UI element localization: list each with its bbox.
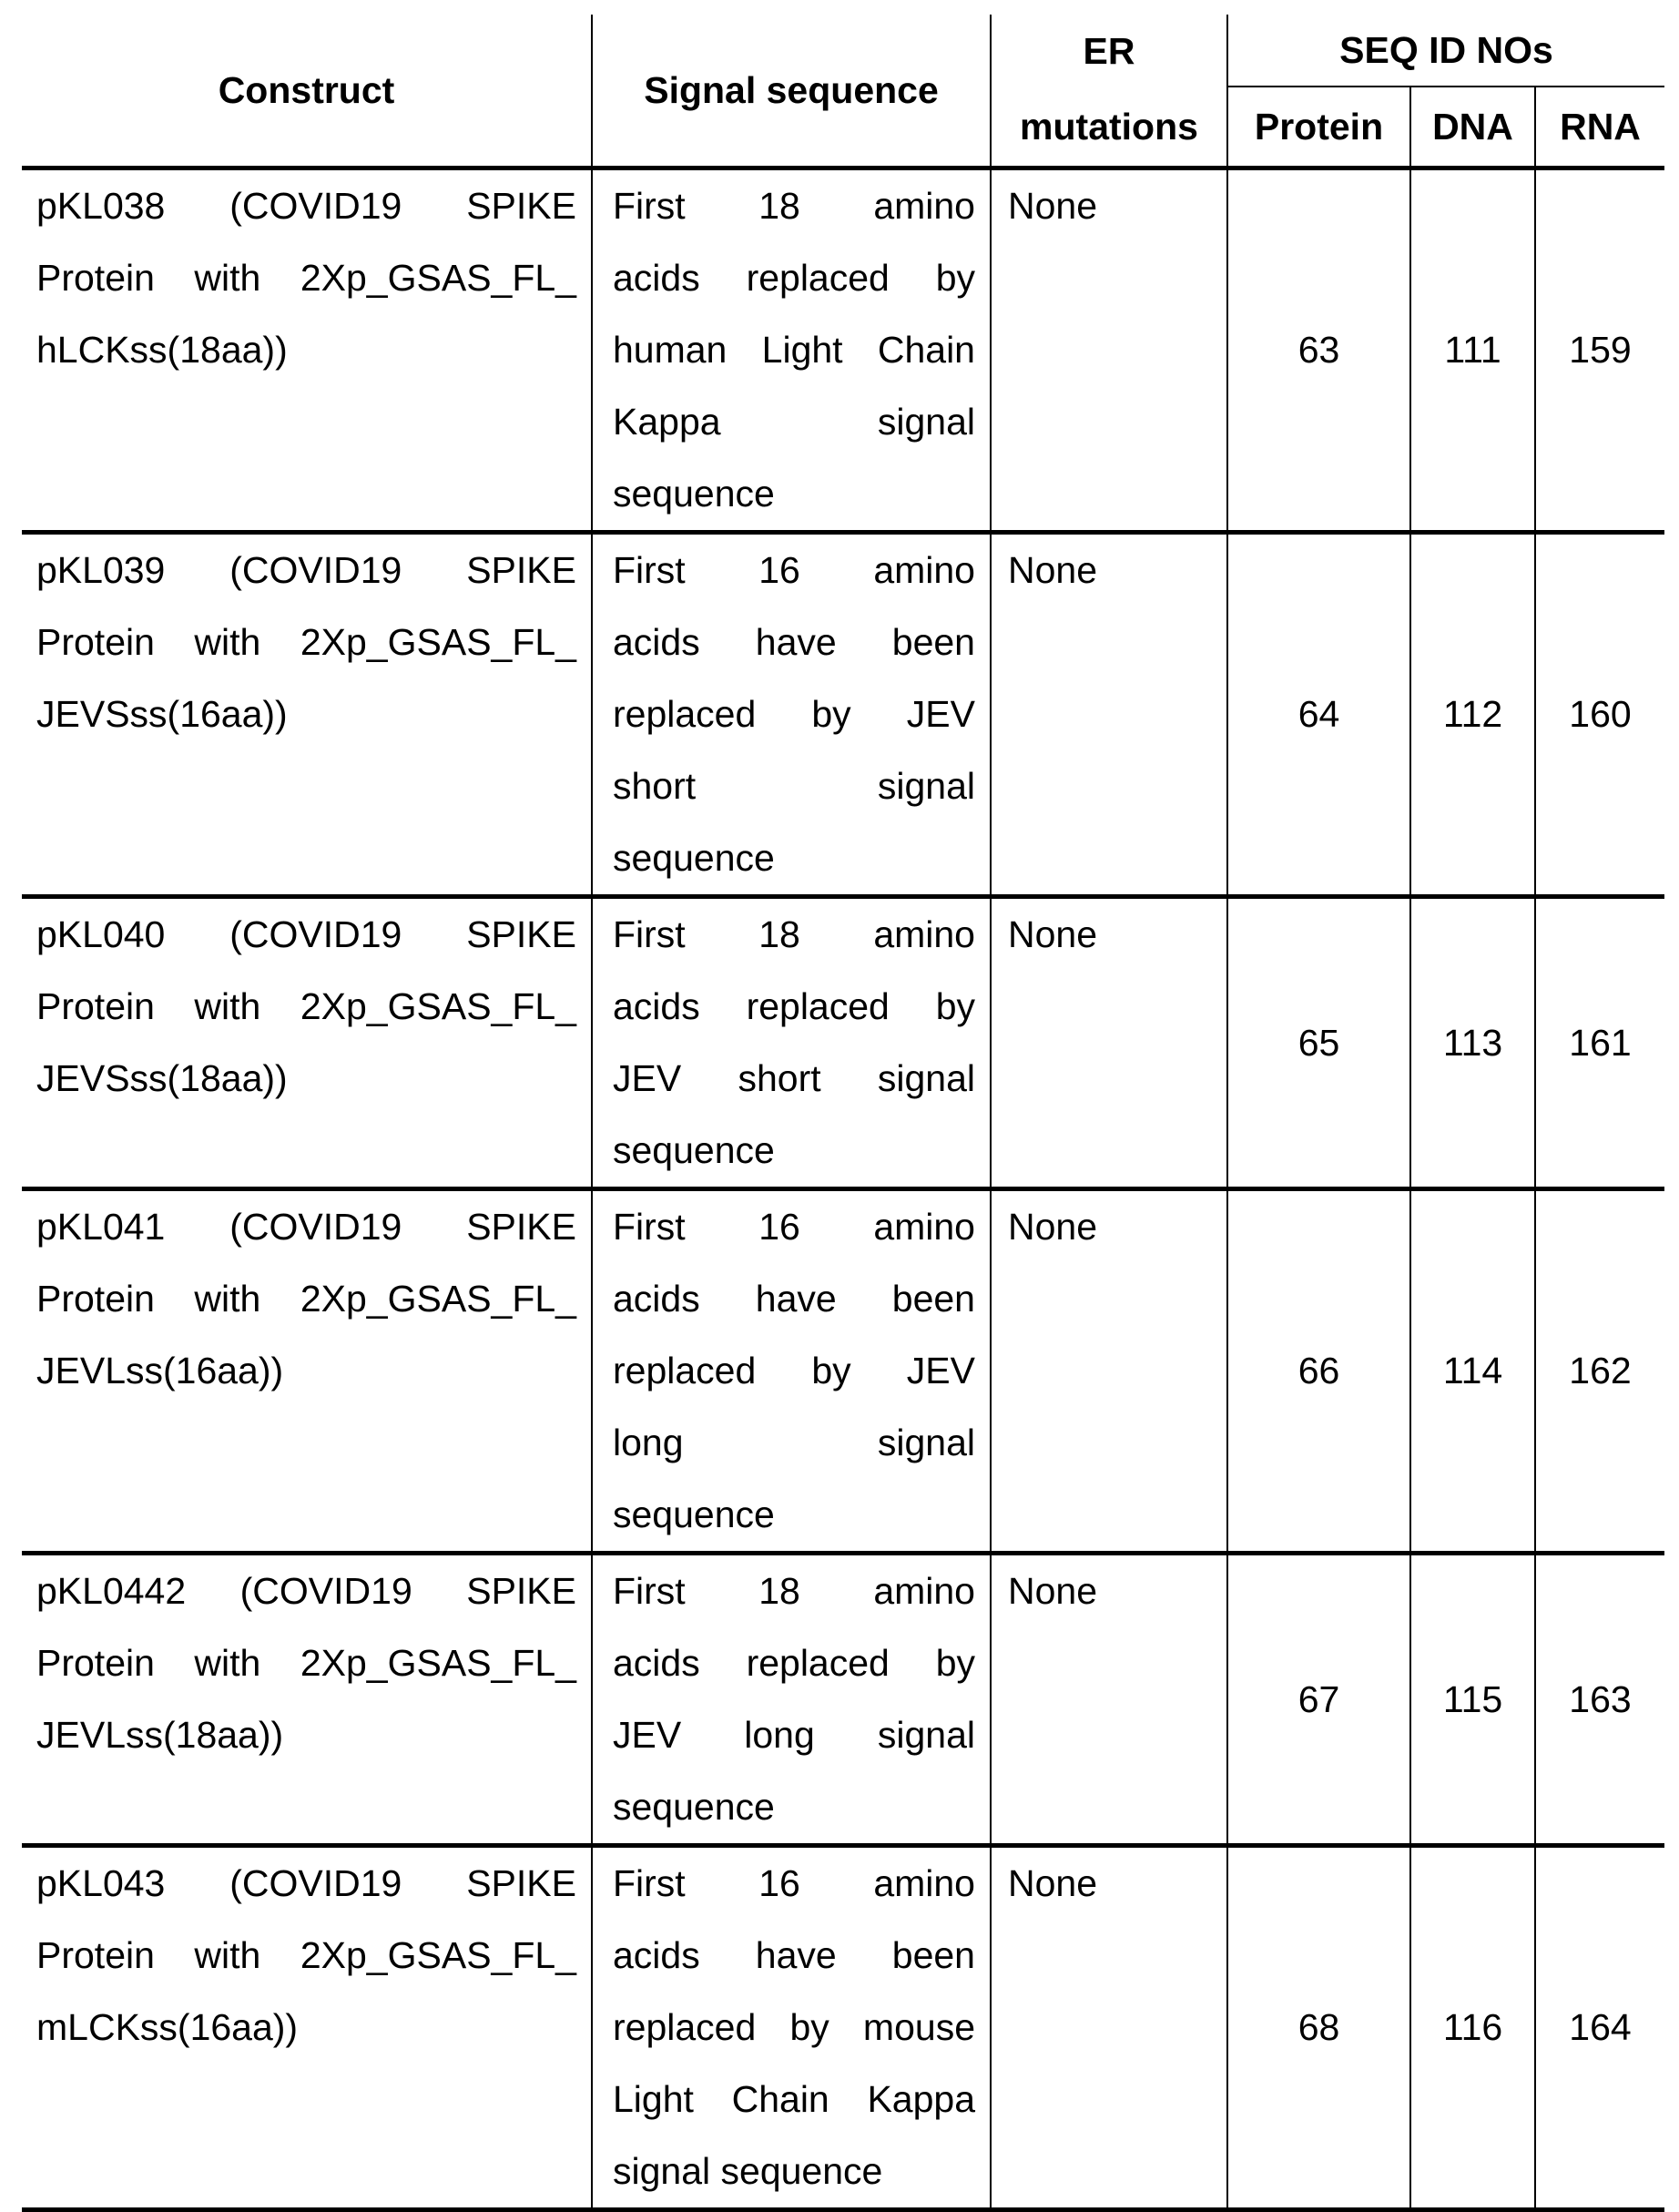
construct-line: JEVLss(18aa)) (36, 1714, 284, 1756)
signal-sequence-line: replaced by mouse (613, 2006, 975, 2048)
rna-seq-id-cell: 162 (1535, 1189, 1664, 1554)
signal-sequence-line: acids replaced by (613, 257, 975, 299)
signal-sequence-line: human Light Chain (613, 329, 975, 371)
signal-sequence-cell (592, 1846, 991, 2210)
construct-line: pKL039 (COVID19 SPIKE (36, 549, 576, 591)
header-construct: Construct (22, 15, 592, 168)
signal-sequence-line: First 18 amino (613, 185, 975, 227)
signal-sequence-line: First 16 amino (613, 1206, 975, 1248)
signal-sequence-line: JEV long signal (613, 1714, 975, 1756)
signal-sequence-line: short signal (613, 765, 975, 807)
dna-seq-id-cell: 113 (1410, 897, 1535, 1189)
er-mutations-cell: None (991, 1554, 1227, 1846)
construct-line: JEVLss(16aa)) (36, 1350, 284, 1391)
signal-sequence-cell (592, 1554, 991, 1846)
rna-seq-id-cell: 159 (1535, 168, 1664, 533)
construct-line: pKL040 (COVID19 SPIKE (36, 913, 576, 955)
signal-sequence-cell (592, 168, 991, 533)
rna-seq-id-cell: 163 (1535, 1554, 1664, 1846)
table-row (22, 1554, 1664, 1846)
construct-line: JEVSss(16aa)) (36, 693, 288, 735)
signal-sequence-line: signal sequence (613, 2150, 883, 2192)
header-protein: Protein (1227, 87, 1410, 168)
protein-seq-id-cell: 65 (1227, 897, 1410, 1189)
signal-sequence-line: long signal (613, 1422, 975, 1463)
construct-line: pKL0442 (COVID19 SPIKE (36, 1570, 576, 1612)
signal-sequence-line: sequence (613, 473, 775, 515)
dna-seq-id-cell: 111 (1410, 168, 1535, 533)
construct-line: mLCKss(16aa)) (36, 2006, 299, 2048)
signal-sequence-line: Light Chain Kappa (613, 2078, 975, 2120)
signal-sequence-cell (592, 533, 991, 897)
signal-sequence-line: JEV short signal (613, 1057, 975, 1099)
construct-line: pKL038 (COVID19 SPIKE (36, 185, 576, 227)
construct-cell (22, 1189, 592, 1554)
table-row (22, 168, 1664, 533)
er-mutations-cell: None (991, 533, 1227, 897)
rna-seq-id-cell: 164 (1535, 1846, 1664, 2210)
table-body (22, 168, 1664, 2210)
construct-line: pKL043 (COVID19 SPIKE (36, 1862, 576, 1904)
construct-cell (22, 533, 592, 897)
rna-seq-id-cell: 160 (1535, 533, 1664, 897)
signal-sequence-line: sequence (613, 1129, 775, 1171)
header-rna: RNA (1535, 87, 1664, 168)
table-row (22, 897, 1664, 1189)
signal-sequence-line: acids have been (613, 621, 975, 663)
dna-seq-id-cell: 115 (1410, 1554, 1535, 1846)
er-mutations-cell: None (991, 1846, 1227, 2210)
construct-cell (22, 897, 592, 1189)
construct-line: Protein with 2Xp_GSAS_FL_ (36, 985, 576, 1027)
signal-sequence-line: replaced by JEV (613, 693, 975, 735)
construct-line: hLCKss(18aa)) (36, 329, 288, 371)
protein-seq-id-cell: 64 (1227, 533, 1410, 897)
signal-sequence-line: sequence (613, 1786, 775, 1828)
header-er-mutations-line2: mutations (991, 87, 1227, 168)
table-header (22, 15, 1664, 168)
signal-sequence-line: acids replaced by (613, 985, 975, 1027)
signal-sequence-line: acids have been (613, 1934, 975, 1976)
signal-sequence-line: sequence (613, 1493, 775, 1535)
construct-cell (22, 1554, 592, 1846)
er-mutations-cell: None (991, 168, 1227, 533)
table-row (22, 1846, 1664, 2210)
construct-line: pKL041 (COVID19 SPIKE (36, 1206, 576, 1248)
er-mutations-cell: None (991, 897, 1227, 1189)
header-dna: DNA (1410, 87, 1535, 168)
dna-seq-id-cell: 112 (1410, 533, 1535, 897)
signal-sequence-line: Kappa signal (613, 401, 975, 443)
construct-line: Protein with 2Xp_GSAS_FL_ (36, 1934, 576, 1976)
er-mutations-cell: None (991, 1189, 1227, 1554)
signal-sequence-cell (592, 1189, 991, 1554)
construct-line: Protein with 2Xp_GSAS_FL_ (36, 621, 576, 663)
protein-seq-id-cell: 68 (1227, 1846, 1410, 2210)
table-row (22, 1189, 1664, 1554)
construct-line: Protein with 2Xp_GSAS_FL_ (36, 1642, 576, 1684)
signal-sequence-line: replaced by JEV (613, 1350, 975, 1391)
signal-sequence-line: First 18 amino (613, 1570, 975, 1612)
construct-line: Protein with 2Xp_GSAS_FL_ (36, 1278, 576, 1320)
signal-sequence-line: acids have been (613, 1278, 975, 1320)
header-seq-id-group: SEQ ID NOs (1227, 15, 1664, 87)
signal-sequence-cell (592, 897, 991, 1189)
protein-seq-id-cell: 63 (1227, 168, 1410, 533)
signal-sequence-line: First 16 amino (613, 549, 975, 591)
table-row (22, 533, 1664, 897)
constructs-table (22, 15, 1664, 2212)
header-er-mutations-line1: ER (991, 15, 1227, 87)
protein-seq-id-cell: 67 (1227, 1554, 1410, 1846)
rna-seq-id-cell: 161 (1535, 897, 1664, 1189)
protein-seq-id-cell: 66 (1227, 1189, 1410, 1554)
construct-cell (22, 168, 592, 533)
construct-line: JEVSss(18aa)) (36, 1057, 288, 1099)
dna-seq-id-cell: 114 (1410, 1189, 1535, 1554)
signal-sequence-line: First 18 amino (613, 913, 975, 955)
construct-line: Protein with 2Xp_GSAS_FL_ (36, 257, 576, 299)
signal-sequence-line: sequence (613, 837, 775, 879)
header-signal-sequence: Signal sequence (592, 15, 991, 168)
dna-seq-id-cell: 116 (1410, 1846, 1535, 2210)
signal-sequence-line: acids replaced by (613, 1642, 975, 1684)
signal-sequence-line: First 16 amino (613, 1862, 975, 1904)
construct-cell (22, 1846, 592, 2210)
